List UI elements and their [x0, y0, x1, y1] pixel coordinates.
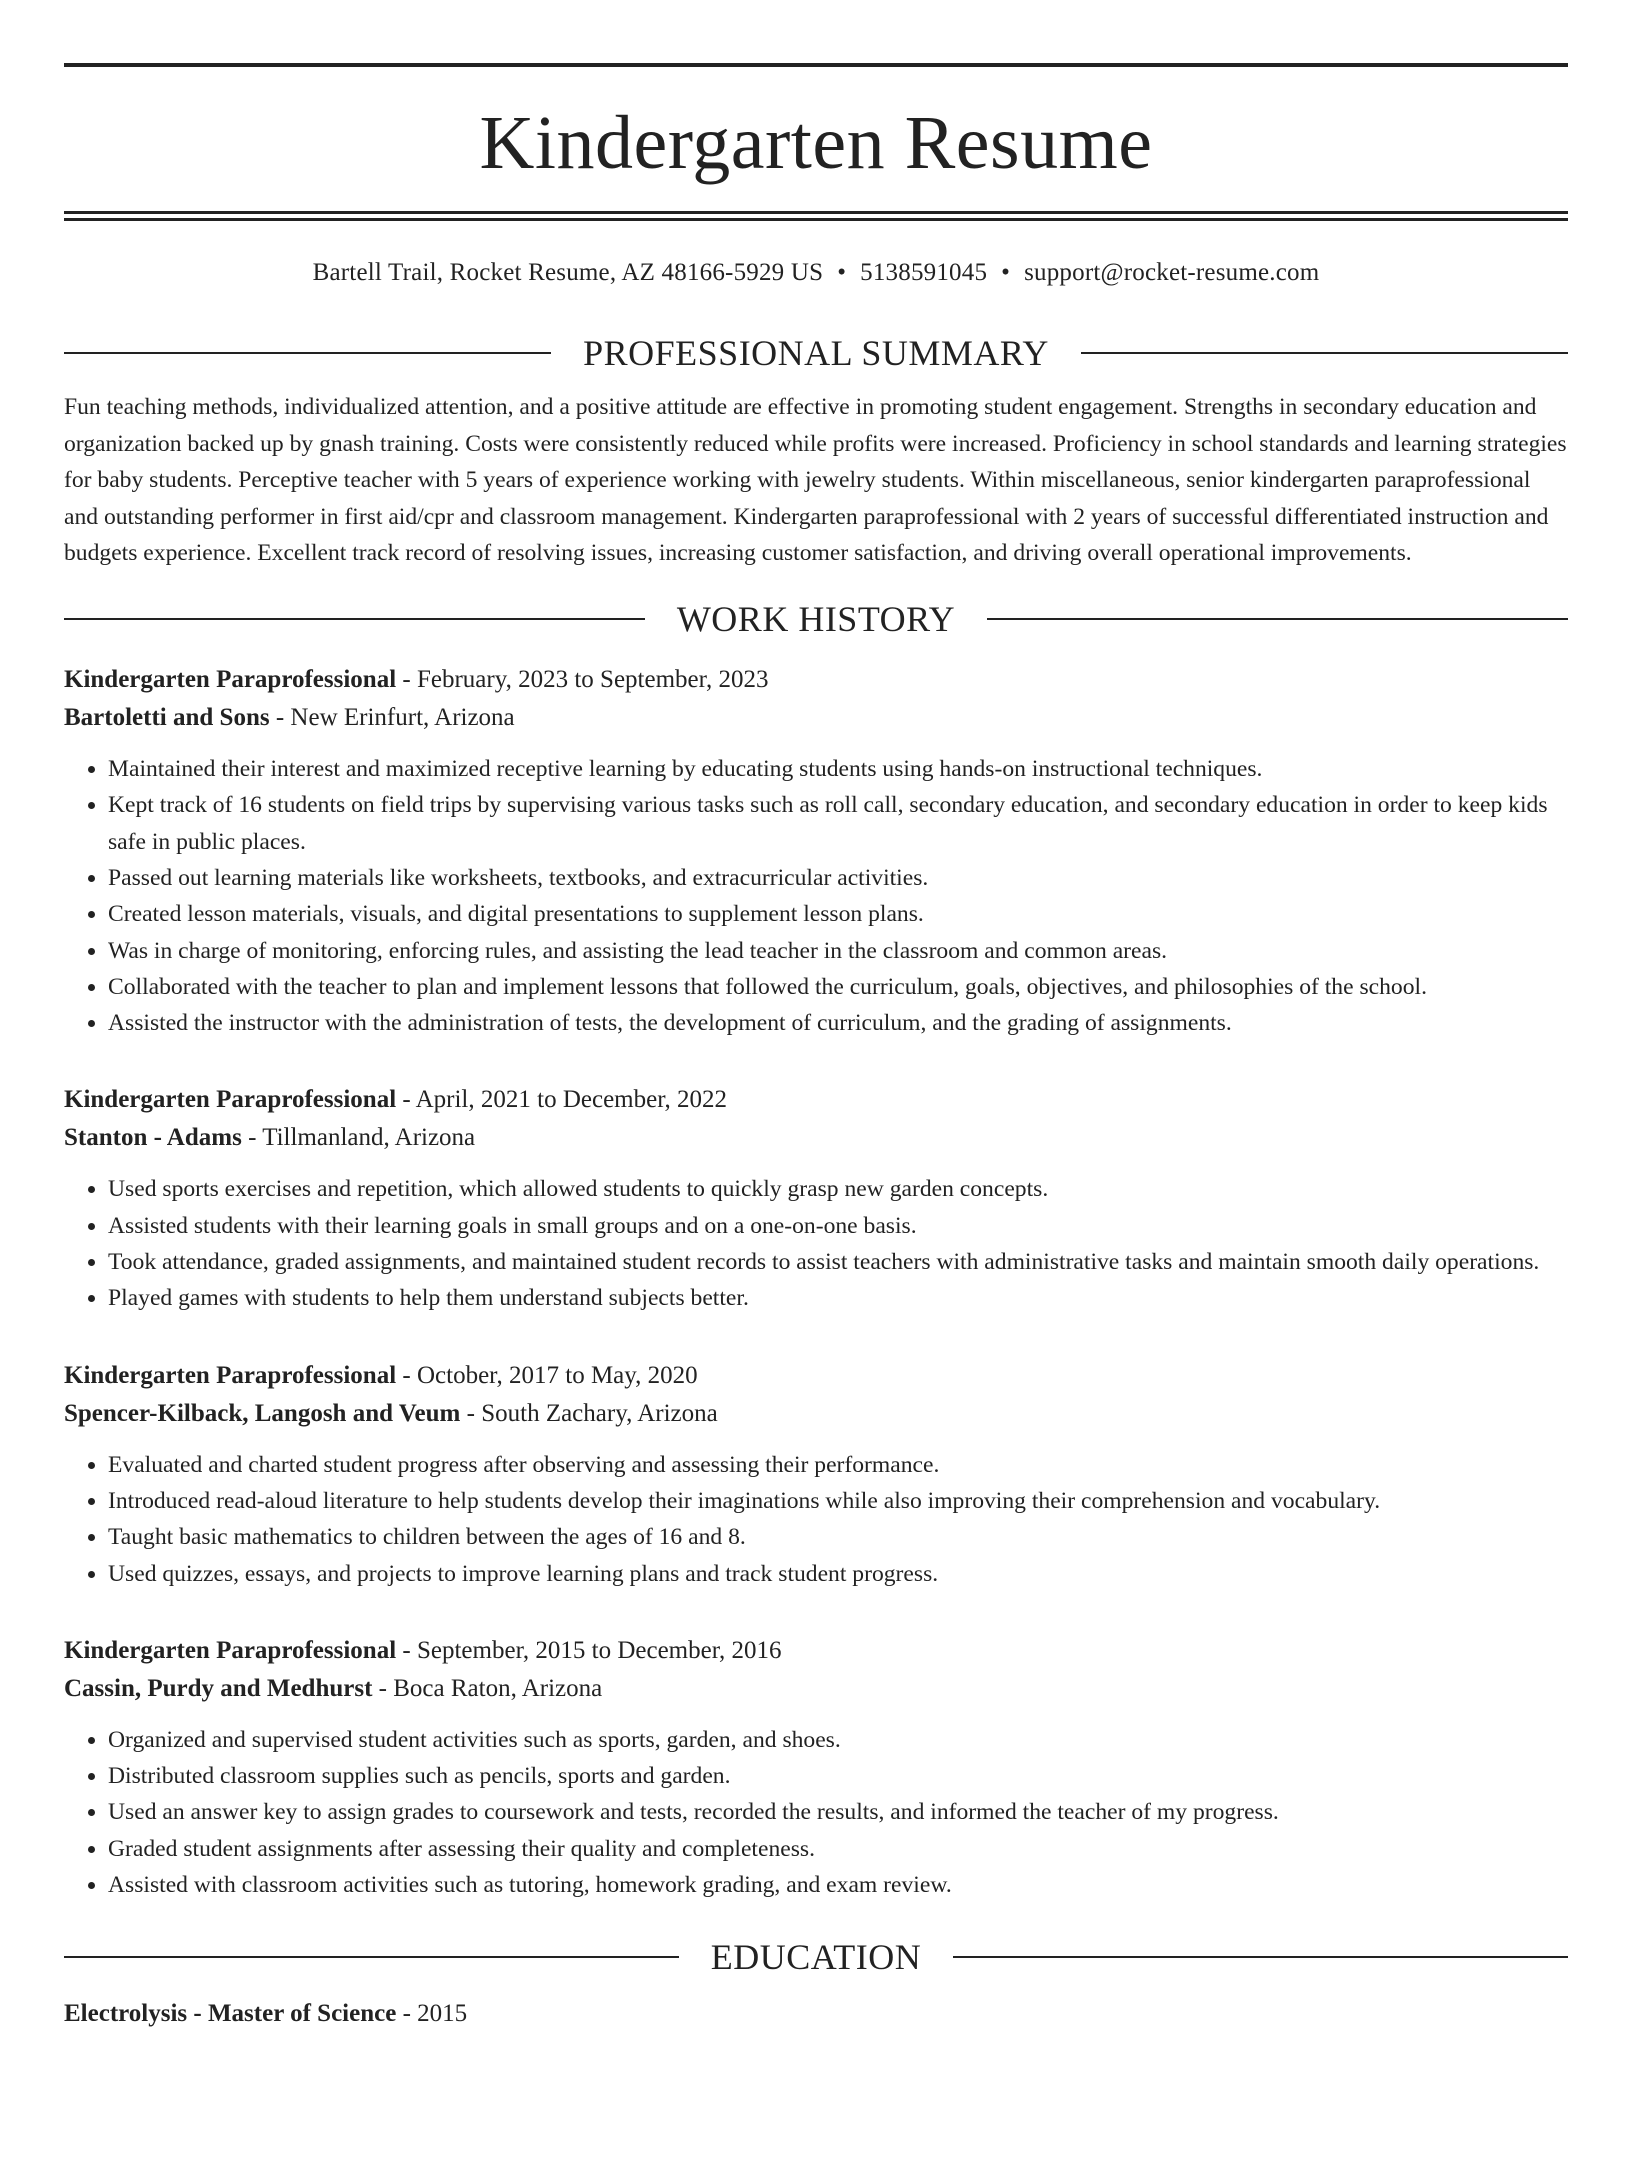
job-bullet: • Kept track of 16 students on field trips by supervising various tasks such as roll call, secondary education, and secondary education in order to keep kids safe in public places. [108, 787, 1568, 860]
job-dates: April, 2021 to December, 2022 [415, 1086, 728, 1114]
contact-address: Bartell Trail, Rocket Resume, AZ 48166-5929 US [312, 259, 824, 286]
job-location: South Zachary, Arizona [481, 1399, 718, 1427]
summary-text: Fun teaching methods, individualized attention, and a positive attitude are effective in promoting student engagement. Strengths in secondary education and organization backed up by gnash training. Costs were consistently reduced while profits were increased. Proficiency in school standards and learning strategies for baby students. Perceptive teacher with 5 years of experience working with jewelry students. Within miscellaneous, senior kindergarten paraprofessional and outstanding performer in first aid/cpr and classroom management. Kindergarten paraprofessional with 2 years of successful differentiated instruction and budgets experience. Excellent track record of resolving issues, increasing customer satisfaction, and driving overall operational improvements. [64, 394, 1567, 566]
job-role-line [64, 661, 1568, 699]
section-rule-left [64, 1956, 679, 1958]
job-bullet: • Distributed classroom supplies such as pencils, sports and garden. [108, 1758, 1568, 1794]
job-bullet-list [64, 1447, 1568, 1592]
job-bullet: • Maintained their interest and maximized receptive learning by educating students using hands-on instructional techniques. [108, 751, 1568, 787]
job-bullet-list [64, 1722, 1568, 1903]
dash-separator: - [396, 2000, 418, 2028]
contact-email: support@rocket-resume.com [1024, 259, 1320, 286]
job-bullet: • Passed out learning materials like worksheets, textbooks, and extracurricular activities. [108, 860, 1568, 896]
job-company: Spencer-Kilback, Langosh and Veum [64, 1399, 461, 1427]
summary-section-title: PROFESSIONAL SUMMARY [583, 333, 1049, 373]
section-rule-right [1081, 352, 1568, 354]
job-location: Boca Raton, Arizona [393, 1674, 603, 1702]
job-bullet: • Collaborated with the teacher to plan and implement lessons that followed the curriculum, goals, objectives, and philosophies of the school. [108, 969, 1568, 1005]
education-year: 2015 [417, 2000, 468, 2028]
job-list [64, 661, 1568, 1903]
section-rule-right [987, 618, 1568, 620]
job-role: Kindergarten Paraprofessional [64, 1361, 397, 1389]
job-dates: February, 2023 to September, 2023 [416, 666, 769, 694]
job-dates: October, 2017 to May, 2020 [416, 1361, 698, 1389]
job-role: Kindergarten Paraprofessional [64, 666, 397, 694]
job-role-line [64, 1632, 1568, 1670]
dash-separator: - [396, 1636, 417, 1664]
job-bullet: • Used quizzes, essays, and projects to improve learning plans and track student progress. [108, 1556, 1568, 1592]
job-company: Bartoletti and Sons [64, 704, 270, 732]
job-role: Kindergarten Paraprofessional [64, 1636, 397, 1664]
job-location: New Erinfurt, Arizona [290, 704, 515, 732]
job-bullet: • Evaluated and charted student progress after observing and assessing their performance. [108, 1447, 1568, 1483]
dash-separator: - [269, 704, 291, 732]
job-bullet: • Graded student assignments after assessing their quality and completeness. [108, 1831, 1568, 1867]
job-company-line [64, 699, 1568, 737]
job-bullet: • Taught basic mathematics to children between the ages of 16 and 8. [108, 1519, 1568, 1555]
education-list [64, 1995, 1568, 2033]
job-bullet: • Created lesson materials, visuals, and digital presentations to supplement lesson plans. [108, 896, 1568, 932]
job-role: Kindergarten Paraprofessional [64, 1086, 397, 1114]
dash-separator: - [396, 1086, 416, 1114]
section-rule-left [64, 618, 645, 620]
contact-line [64, 259, 1568, 299]
dash-separator: - [396, 1361, 417, 1389]
job-bullet: • Assisted the instructor with the administration of tests, the development of curriculum, and the grading of assignments. [108, 1005, 1568, 1041]
education-entry [64, 1995, 1568, 2033]
contact-phone: 5138591045 [860, 259, 988, 286]
job-location: Tillmanland, Arizona [262, 1124, 476, 1152]
job-bullet: • Took attendance, graded assignments, and maintained student records to assist teachers with administrative tasks and maintain smooth daily operations. [108, 1244, 1568, 1280]
job-entry [64, 661, 1568, 1041]
job-dates: September, 2015 to December, 2016 [416, 1636, 782, 1664]
job-bullet: • Organized and supervised student activities such as sports, garden, and shoes. [108, 1722, 1568, 1758]
education-section-title: EDUCATION [710, 1937, 922, 1978]
section-rule-left [64, 352, 551, 354]
job-company: Cassin, Purdy and Medhurst [64, 1674, 373, 1702]
job-entry [64, 1357, 1568, 1592]
job-bullet: • Introduced read-aloud literature to help students develop their imaginations while also improving their comprehension and vocabulary. [108, 1483, 1568, 1519]
education-degree: Electrolysis - Master of Science [64, 2000, 397, 2028]
job-bullet-list [64, 751, 1568, 1041]
dash-separator: - [460, 1399, 482, 1427]
dash-separator: - [241, 1124, 263, 1152]
job-company-line [64, 1670, 1568, 1708]
job-bullet: • Was in charge of monitoring, enforcing rules, and assisting the lead teacher in the classroom and common areas. [108, 933, 1568, 969]
work-section-header [64, 595, 1568, 643]
resume-page [0, 63, 1632, 2175]
dash-separator: - [372, 1674, 394, 1702]
job-company-line [64, 1395, 1568, 1433]
job-bullet: • Assisted with classroom activities such as tutoring, homework grading, and exam review. [108, 1867, 1568, 1903]
job-role-line [64, 1081, 1568, 1119]
job-role-line [64, 1357, 1568, 1395]
work-section-title: WORK HISTORY [676, 599, 956, 640]
dash-separator: - [396, 666, 417, 694]
job-bullet-list [64, 1171, 1568, 1316]
contact-separator: • [837, 259, 847, 286]
top-divider [64, 63, 1568, 67]
job-bullet: • Used an answer key to assign grades to coursework and tests, recorded the results, and informed the teacher of my progress. [108, 1794, 1568, 1830]
job-entry [64, 1081, 1568, 1316]
education-section-header [64, 1933, 1568, 1981]
job-bullet: • Assisted students with their learning goals in small groups and on a one-on-one basis. [108, 1208, 1568, 1244]
job-entry [64, 1632, 1568, 1903]
contact-separator: • [1001, 259, 1011, 286]
summary-section-header [64, 329, 1568, 377]
job-company: Stanton - Adams [64, 1124, 242, 1152]
job-company-line [64, 1119, 1568, 1157]
section-rule-right [953, 1956, 1568, 1958]
resume-title: Kindergarten Resume [479, 101, 1153, 185]
job-bullet: • Played games with students to help them understand subjects better. [108, 1280, 1568, 1316]
job-bullet: • Used sports exercises and repetition, which allowed students to quickly grasp new garden concepts. [108, 1171, 1568, 1207]
title-double-divider [64, 211, 1568, 221]
